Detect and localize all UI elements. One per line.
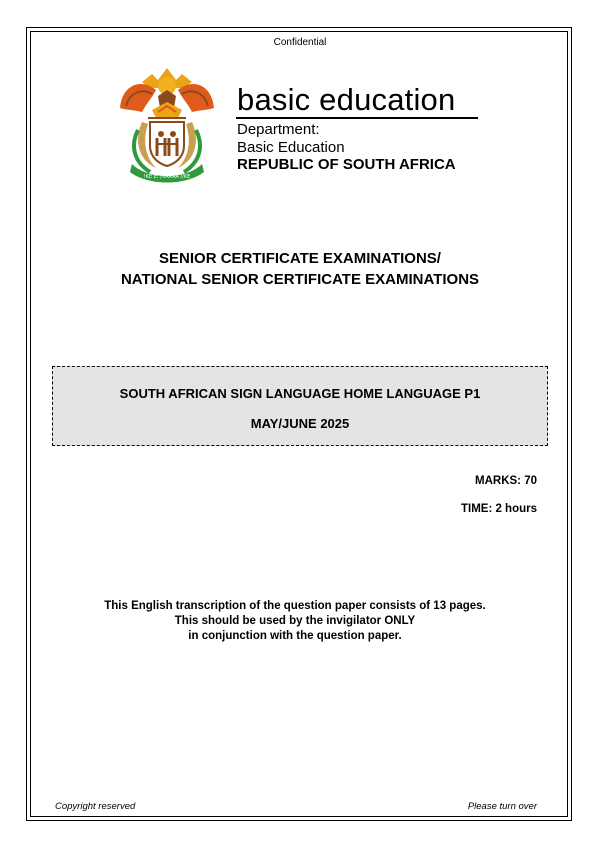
coat-of-arms-emblem xyxy=(112,60,222,185)
note-line-3: in conjunction with the question paper. xyxy=(188,630,402,642)
copyright-footer: Copyright reserved xyxy=(55,801,136,812)
department-brand: basic education xyxy=(237,82,456,117)
paper-session: MAY/JUNE 2025 xyxy=(250,416,350,431)
paper-info-box xyxy=(52,366,548,446)
transcription-note xyxy=(0,599,590,644)
note-line-1: This English transcription of the question paper consists of 13 pages. xyxy=(104,600,486,612)
exam-title-line-2: NATIONAL SENIOR CERTIFICATE EXAMINATIONS xyxy=(120,271,480,288)
emblem-motto: !KE E: /XARRA //KE xyxy=(143,174,191,180)
brand-underline xyxy=(236,117,478,119)
paper-title: SOUTH AFRICAN SIGN LANGUAGE HOME LANGUAGE P1 xyxy=(119,386,481,401)
time-label: TIME: 2 hours xyxy=(460,503,537,515)
shield-icon xyxy=(150,122,184,166)
exam-title-line-1: SENIOR CERTIFICATE EXAMINATIONS/ xyxy=(159,250,441,267)
marks-label: MARKS: 70 xyxy=(475,475,537,487)
turn-over-footer: Please turn over xyxy=(467,801,537,812)
department-label: Department: xyxy=(237,121,320,138)
protea-icon xyxy=(152,90,182,118)
exam-title xyxy=(0,248,600,290)
department-name: Basic Education xyxy=(237,139,345,156)
confidential-label: Confidential xyxy=(273,37,327,48)
note-line-2: This should be used by the invigilator ONLY xyxy=(174,615,416,627)
department-country: REPUBLIC OF SOUTH AFRICA xyxy=(237,156,456,173)
